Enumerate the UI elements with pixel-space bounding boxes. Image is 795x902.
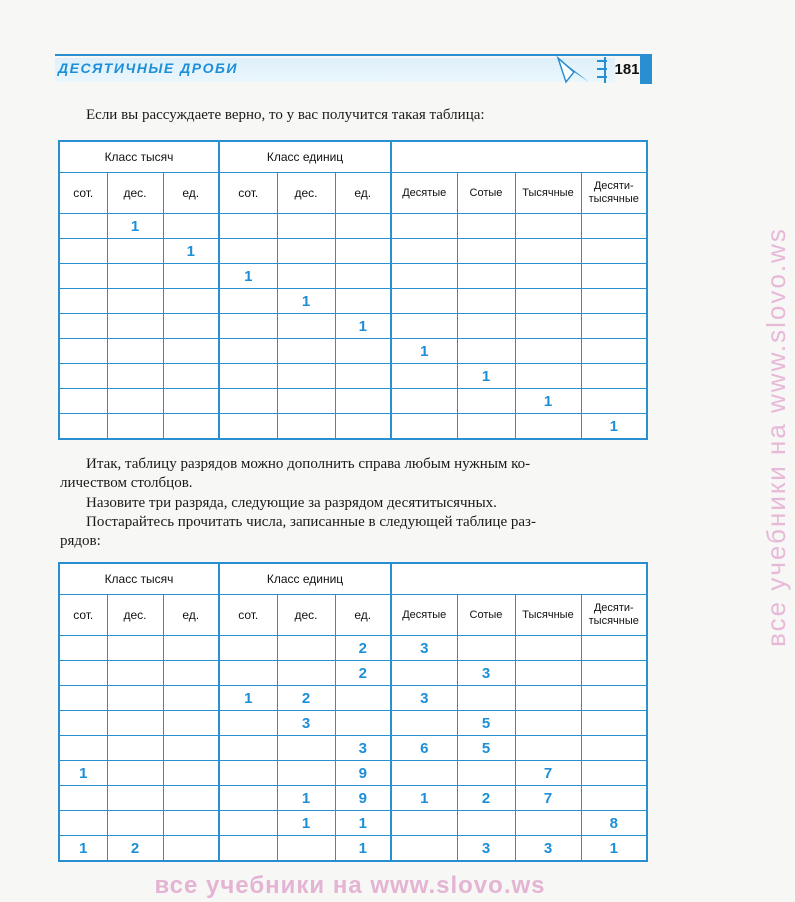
column-header-line: Десяти- [593,180,634,192]
table-row [59,214,647,239]
digit-cell [163,661,219,686]
digit-cell [335,686,391,711]
digit-cell [515,339,581,364]
digit-cell [163,414,219,440]
digit-cell [277,214,335,239]
digit-cell: 2 [457,786,515,811]
column-header: ед. [335,595,391,636]
paragraph-1-line-2: личеством столбцов. [60,475,193,491]
digit-cell [59,414,107,440]
digit-cell [107,761,163,786]
digit-cell: 1 [59,836,107,862]
digit-cell: 1 [107,214,163,239]
digit-cell: 3 [457,836,515,862]
digit-cell [277,239,335,264]
paragraph-3-line-1: Постарайтесь прочитать числа, записанные в следующей таблице раз- [86,514,536,530]
table-row [59,636,647,661]
digit-cell [107,414,163,440]
digit-cell [277,264,335,289]
bottom-watermark: все учебники на www.slovo.ws [154,872,546,899]
digit-cell [581,661,647,686]
digit-cell [515,736,581,761]
table-row [59,736,647,761]
digit-cell [219,314,277,339]
digit-cell [581,289,647,314]
digit-cell [163,389,219,414]
digit-cell: 1 [335,314,391,339]
digit-cell [219,761,277,786]
column-header: Тысячные [515,173,581,214]
digit-cell [107,661,163,686]
digit-cell [457,339,515,364]
digit-cell [391,811,457,836]
page-number: 181 [604,57,648,83]
digit-cell [59,711,107,736]
table-row [59,686,647,711]
digit-cell: 5 [457,711,515,736]
class-thousands-header: Класс тысяч [59,563,219,595]
digit-cell [457,414,515,440]
digit-cell [515,239,581,264]
digit-cell [335,414,391,440]
digit-cell: 1 [277,786,335,811]
table-row [59,414,647,440]
fraction-class-header [391,563,647,595]
digit-cell: 3 [277,711,335,736]
digit-cell: 2 [277,686,335,711]
digit-cell [515,214,581,239]
digit-cell [163,636,219,661]
intro-text: Если вы рассуждаете верно, то у вас получится такая таблица: [86,107,485,123]
digit-cell: 1 [391,786,457,811]
digit-cell: 1 [219,264,277,289]
digit-cell [163,736,219,761]
digit-cell [219,214,277,239]
digit-cell [581,636,647,661]
digit-table-1 [58,140,648,440]
digit-cell [581,314,647,339]
digit-cell [457,686,515,711]
digit-cell [277,414,335,440]
column-header: ед. [163,173,219,214]
digit-cell [581,264,647,289]
side-stripe [640,54,652,84]
digit-cell [277,636,335,661]
digit-cell: 9 [335,786,391,811]
digit-cell: 1 [457,364,515,389]
table-row [59,786,647,811]
column-header: Сотые [457,595,515,636]
side-watermark: все учебники на www.slovo.ws [761,227,791,647]
digit-cell [457,289,515,314]
digit-cell [335,389,391,414]
digit-cell [335,214,391,239]
digit-cell: 1 [515,389,581,414]
digit-table-2 [58,562,648,862]
digit-cell [391,711,457,736]
table-row [59,761,647,786]
column-header: дес. [107,595,163,636]
column-header: дес. [277,173,335,214]
digit-cell: 7 [515,786,581,811]
digit-cell [219,736,277,761]
digit-cell [581,786,647,811]
digit-cell [277,339,335,364]
column-header [581,595,647,636]
digit-cell [163,264,219,289]
paragraph-2: Назовите три разряда, следующие за разрядом десятитысячных. [86,495,497,511]
class-units-header: Класс единиц [219,563,391,595]
digit-cell [163,761,219,786]
digit-cell [59,786,107,811]
class-thousands-header: Класс тысяч [59,141,219,173]
digit-cell [163,811,219,836]
digit-cell [515,636,581,661]
digit-cell [335,339,391,364]
digit-cell [107,686,163,711]
digit-cell [59,389,107,414]
digit-cell: 1 [391,339,457,364]
digit-cell [59,661,107,686]
digit-cell [581,239,647,264]
table-row [59,264,647,289]
digit-cell [107,786,163,811]
column-header: сот. [219,173,277,214]
column-header: Десятые [391,173,457,214]
digit-cell [391,289,457,314]
digit-cell [581,761,647,786]
digit-cell [391,364,457,389]
column-header: ед. [163,595,219,636]
column-header: сот. [219,595,277,636]
digit-cell [107,811,163,836]
digit-cell [335,239,391,264]
digit-cell [515,289,581,314]
digit-cell [515,364,581,389]
digit-cell: 7 [515,761,581,786]
table-row [59,364,647,389]
digit-cell [163,711,219,736]
digit-cell: 3 [457,661,515,686]
digit-cell [219,414,277,440]
digit-cell [59,314,107,339]
chapter-title: ДЕСЯТИЧНЫЕ ДРОБИ [58,60,238,76]
digit-cell [581,389,647,414]
digit-cell [219,636,277,661]
digit-cell [457,214,515,239]
digit-cell: 2 [335,636,391,661]
digit-cell [391,761,457,786]
digit-cell [107,289,163,314]
digit-cell [107,389,163,414]
digit-cell [107,636,163,661]
digit-cell: 2 [107,836,163,862]
column-header: сот. [59,173,107,214]
digit-cell [515,686,581,711]
digit-cell [219,836,277,862]
digit-cell [59,636,107,661]
column-header-line: Десяти- [593,602,634,614]
digit-cell [59,264,107,289]
digit-cell [581,214,647,239]
digit-cell [335,364,391,389]
digit-cell: 2 [335,661,391,686]
digit-cell [107,711,163,736]
fraction-class-header [391,141,647,173]
digit-cell: 1 [163,239,219,264]
column-header: Тысячные [515,595,581,636]
digit-cell [59,289,107,314]
digit-cell [163,214,219,239]
digit-cell [59,214,107,239]
table-row [59,389,647,414]
digit-cell [335,289,391,314]
digit-cell [515,661,581,686]
digit-cell [163,364,219,389]
digit-cell [277,314,335,339]
digit-cell [163,686,219,711]
column-header: дес. [107,173,163,214]
table-row [59,339,647,364]
digit-cell [219,289,277,314]
digit-cell: 8 [581,811,647,836]
digit-cell [107,339,163,364]
digit-cell [59,736,107,761]
digit-cell [457,389,515,414]
digit-cell [515,811,581,836]
digit-cell: 3 [515,836,581,862]
digit-cell [219,389,277,414]
digit-cell [277,364,335,389]
digit-cell [457,239,515,264]
digit-cell [457,761,515,786]
digit-cell [107,314,163,339]
digit-cell: 1 [219,686,277,711]
digit-cell: 1 [277,289,335,314]
digit-cell: 6 [391,736,457,761]
pointer-arrow-icon [556,52,592,86]
column-header: ед. [335,173,391,214]
digit-cell [277,661,335,686]
digit-cell [277,761,335,786]
column-header: сот. [59,595,107,636]
digit-cell: 3 [391,636,457,661]
digit-cell [581,711,647,736]
digit-cell [581,339,647,364]
digit-cell: 5 [457,736,515,761]
column-header-line: тысячные [588,193,639,205]
digit-cell [163,314,219,339]
digit-cell [335,264,391,289]
digit-cell [59,811,107,836]
paragraph-1-line-1: Итак, таблицу разрядов можно дополнить справа любым нужным ко- [86,456,531,472]
digit-cell [391,661,457,686]
digit-cell [219,339,277,364]
digit-cell [391,389,457,414]
digit-cell [163,836,219,862]
digit-cell [335,711,391,736]
digit-cell [581,736,647,761]
class-units-header: Класс единиц [219,141,391,173]
digit-cell [163,339,219,364]
digit-cell [59,364,107,389]
table-row [59,289,647,314]
digit-cell [391,264,457,289]
digit-cell [219,811,277,836]
digit-cell: 1 [581,414,647,440]
digit-cell [515,711,581,736]
digit-cell [391,239,457,264]
table-row [59,314,647,339]
column-header-line: тысячные [588,615,639,627]
digit-cell [277,389,335,414]
paragraph-3-line-2: рядов: [60,533,101,549]
digit-cell [59,239,107,264]
digit-cell [457,264,515,289]
digit-cell: 1 [335,836,391,862]
digit-cell [219,711,277,736]
digit-cell [391,314,457,339]
digit-cell [59,339,107,364]
table-row [59,661,647,686]
digit-cell [163,786,219,811]
digit-cell [59,686,107,711]
digit-cell: 3 [335,736,391,761]
table-row [59,836,647,862]
column-header [581,173,647,214]
column-header: Десятые [391,595,457,636]
digit-cell [219,364,277,389]
digit-cell [219,239,277,264]
digit-cell [581,364,647,389]
digit-cell [391,414,457,440]
digit-cell: 1 [581,836,647,862]
digit-cell: 1 [335,811,391,836]
digit-cell [107,264,163,289]
digit-cell [581,686,647,711]
digit-cell: 3 [391,686,457,711]
digit-cell [107,736,163,761]
digit-cell [457,811,515,836]
table-row [59,811,647,836]
digit-cell [515,314,581,339]
column-header: дес. [277,595,335,636]
table-row [59,239,647,264]
digit-cell [277,836,335,862]
digit-cell: 1 [277,811,335,836]
digit-cell [219,786,277,811]
digit-cell [163,289,219,314]
digit-cell [515,264,581,289]
column-header: Сотые [457,173,515,214]
digit-cell [107,364,163,389]
table-row [59,711,647,736]
digit-cell [391,214,457,239]
digit-cell [457,636,515,661]
digit-cell [277,736,335,761]
digit-cell [515,414,581,440]
digit-cell [219,661,277,686]
digit-cell [457,314,515,339]
digit-cell [107,239,163,264]
digit-cell: 1 [59,761,107,786]
digit-cell [391,836,457,862]
digit-cell: 9 [335,761,391,786]
